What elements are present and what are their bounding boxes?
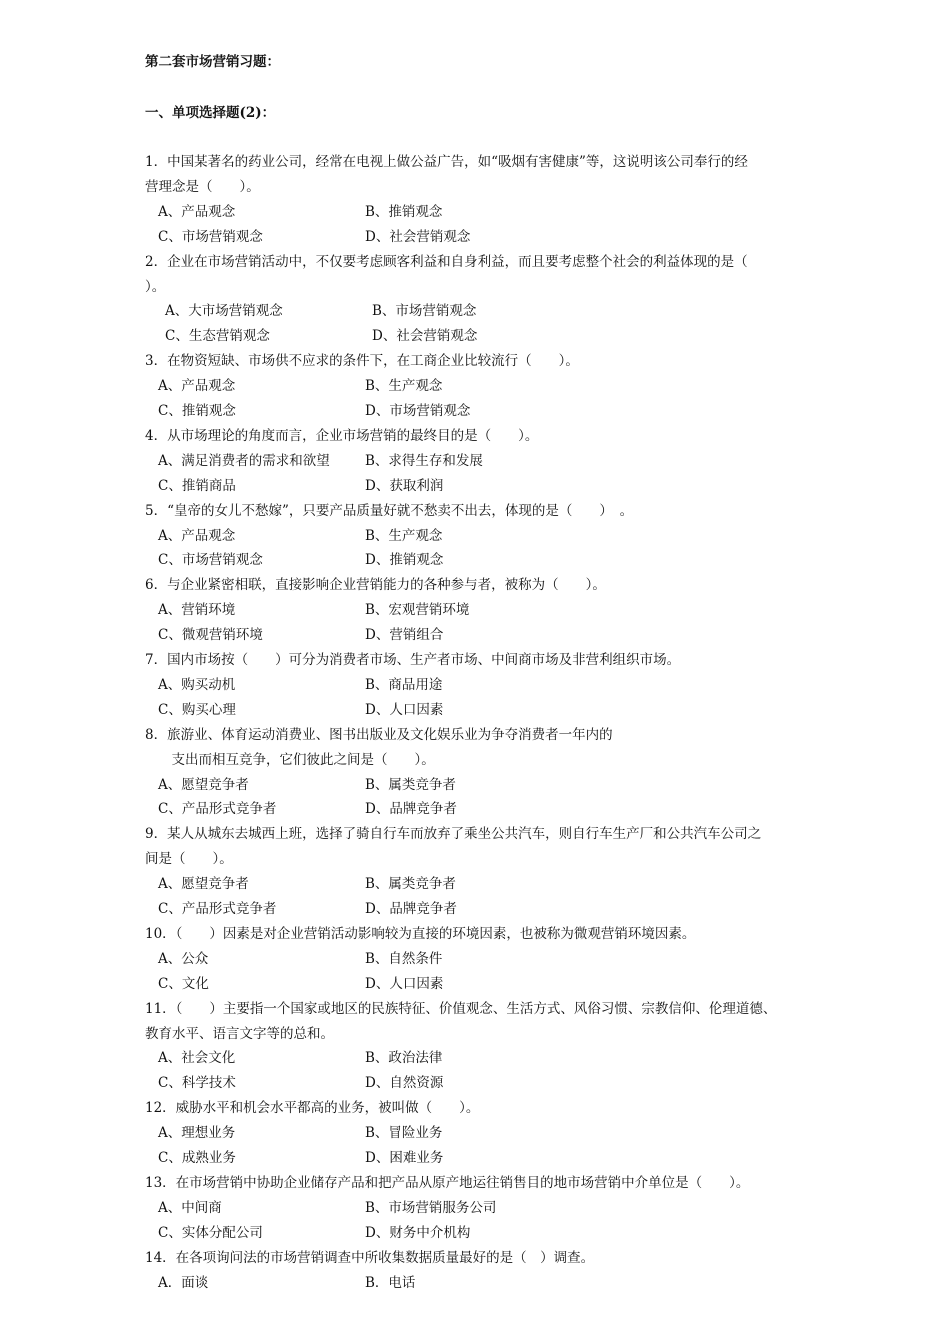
answer-option: B、生产观念 bbox=[365, 378, 443, 395]
answer-option: D、困难业务 bbox=[365, 1150, 444, 1166]
answer-option: B、市场营销服务公司 bbox=[365, 1199, 497, 1216]
answer-option: A、愿望竞争者 bbox=[158, 776, 249, 793]
answer-option: A、购买动机 bbox=[158, 676, 236, 693]
answer-option: C、科学技术 bbox=[158, 1075, 236, 1092]
question-text-continued: 营理念是（ ）。 bbox=[145, 178, 260, 195]
answer-option: B、属类竞争者 bbox=[365, 876, 456, 893]
answer-option: A、满足消费者的需求和欲望 bbox=[158, 452, 330, 469]
question-text: 1．中国某著名的药业公司，经常在电视上做公益广告，如“吸烟有害健康”等，这说明该公司奉行的经 bbox=[145, 154, 748, 170]
answer-option: B、市场营销观念 bbox=[372, 303, 477, 320]
answer-option: A、愿望竞争者 bbox=[158, 876, 249, 893]
answer-option: C、产品形式竞争者 bbox=[158, 801, 277, 818]
answer-option: C、市场营销观念 bbox=[158, 228, 263, 245]
answer-option: D、社会营销观念 bbox=[372, 328, 478, 345]
answer-option: D、获取利润 bbox=[365, 477, 444, 494]
answer-option: B、自然条件 bbox=[365, 950, 443, 967]
answer-option: A、理想业务 bbox=[158, 1125, 236, 1142]
answer-option: C、微观营销环境 bbox=[158, 627, 263, 644]
answer-option: A、中间商 bbox=[158, 1199, 222, 1216]
section-heading: 一、单项选择题(2)： bbox=[145, 105, 276, 121]
answer-option: D、社会营销观念 bbox=[365, 228, 471, 245]
answer-option: D、人口因素 bbox=[365, 701, 444, 718]
answer-option: A、公众 bbox=[158, 950, 209, 967]
answer-option: B、冒险业务 bbox=[365, 1125, 443, 1142]
answer-option: C、市场营销观念 bbox=[158, 552, 263, 569]
answer-option: B、推销观念 bbox=[365, 203, 443, 220]
answer-option: D、人口因素 bbox=[365, 975, 444, 992]
answer-option: A、营销环境 bbox=[158, 602, 236, 619]
answer-option: B、求得生存和发展 bbox=[365, 452, 483, 469]
answer-option: B、生产观念 bbox=[365, 527, 443, 544]
question-text: 11．（ ）主要指一个国家或地区的民族特征、价值观念、生活方式、风俗习惯、宗教信仰、伦理道德、 bbox=[145, 1000, 777, 1017]
question-text: 2．企业在市场营销活动中，不仅要考虑顾客利益和自身利益，而且要考虑整个社会的利益体现的是（ bbox=[145, 253, 748, 270]
answer-option: C、推销观念 bbox=[158, 403, 236, 419]
answer-option: D、品牌竞争者 bbox=[365, 901, 457, 917]
answer-option: C、生态营销观念 bbox=[165, 328, 270, 345]
answer-option: B、属类竞争者 bbox=[365, 776, 456, 793]
answer-option: A、产品观念 bbox=[158, 527, 236, 544]
question-text: 4．从市场理论的角度而言，企业市场营销的最终目的是（ ）。 bbox=[145, 427, 539, 444]
answer-option: D、推销观念 bbox=[365, 552, 444, 569]
question-text: 5．“皇帝的女儿不愁嫁”，只要产品质量好就不愁卖不出去，体现的是（ ） 。 bbox=[145, 502, 634, 519]
answer-option: A、产品观念 bbox=[158, 378, 236, 395]
answer-option: A．面谈 bbox=[158, 1274, 209, 1291]
answer-option: A、产品观念 bbox=[158, 203, 236, 220]
answer-option: C、产品形式竞争者 bbox=[158, 901, 277, 917]
question-text: 6．与企业紧密相联，直接影响企业营销能力的各种参与者，被称为（ ）。 bbox=[145, 577, 606, 594]
question-text-continued: 间是（ ）。 bbox=[145, 851, 233, 868]
answer-option: B．电话 bbox=[365, 1274, 416, 1291]
answer-option: A、大市场营销观念 bbox=[165, 303, 283, 320]
answer-option: D、自然资源 bbox=[365, 1075, 444, 1092]
answer-option: C、成熟业务 bbox=[158, 1150, 236, 1166]
question-text: 13．在市场营销中协助企业储存产品和把产品从原产地运往销售目的地市场营销中介单位是（ ）。 bbox=[145, 1174, 750, 1191]
question-text: 12．威胁水平和机会水平都高的业务，被叫做（ ）。 bbox=[145, 1100, 480, 1117]
answer-option: B、宏观营销环境 bbox=[365, 602, 470, 619]
answer-option: C、文化 bbox=[158, 975, 209, 992]
question-text: 7．国内市场按（ ）可分为消费者市场、生产者市场、中间商市场及非营利组织市场。 bbox=[145, 652, 681, 668]
answer-option: B、政治法律 bbox=[365, 1050, 443, 1067]
answer-option: A、社会文化 bbox=[158, 1050, 236, 1067]
question-text: 14．在各项询问法的市场营销调查中所收集数据质量最好的是（ ）调查。 bbox=[145, 1249, 595, 1266]
question-text-continued: 支出而相互竞争，它们彼此之间是（ ）。 bbox=[158, 751, 435, 768]
question-text: 9．某人从城东去城西上班，选择了骑自行车而放弃了乘坐公共汽车，则自行车生产厂和公共汽车公司之 bbox=[145, 826, 762, 843]
answer-option: D、市场营销观念 bbox=[365, 403, 471, 419]
answer-option: C、推销商品 bbox=[158, 477, 236, 494]
document-title: 第二套市场营销习题： bbox=[145, 54, 280, 70]
question-text-continued: ）。 bbox=[145, 278, 166, 295]
answer-option: B、商品用途 bbox=[365, 676, 443, 693]
answer-option: C、实体分配公司 bbox=[158, 1224, 263, 1241]
answer-option: D、财务中介机构 bbox=[365, 1224, 471, 1241]
question-text: 3．在物资短缺、市场供不应求的条件下，在工商企业比较流行（ ）。 bbox=[145, 353, 579, 370]
answer-option: D、营销组合 bbox=[365, 627, 444, 644]
question-text-continued: 教育水平、语言文字等的总和。 bbox=[145, 1025, 334, 1042]
question-text: 8．旅游业、体育运动消费业、图书出版业及文化娱乐业为争夺消费者一年内的 bbox=[145, 726, 613, 743]
question-text: 10．（ ）因素是对企业营销活动影响较为直接的环境因素，也被称为微观营销环境因素。 bbox=[145, 925, 696, 942]
answer-option: C、购买心理 bbox=[158, 701, 236, 718]
answer-option: D、品牌竞争者 bbox=[365, 801, 457, 818]
